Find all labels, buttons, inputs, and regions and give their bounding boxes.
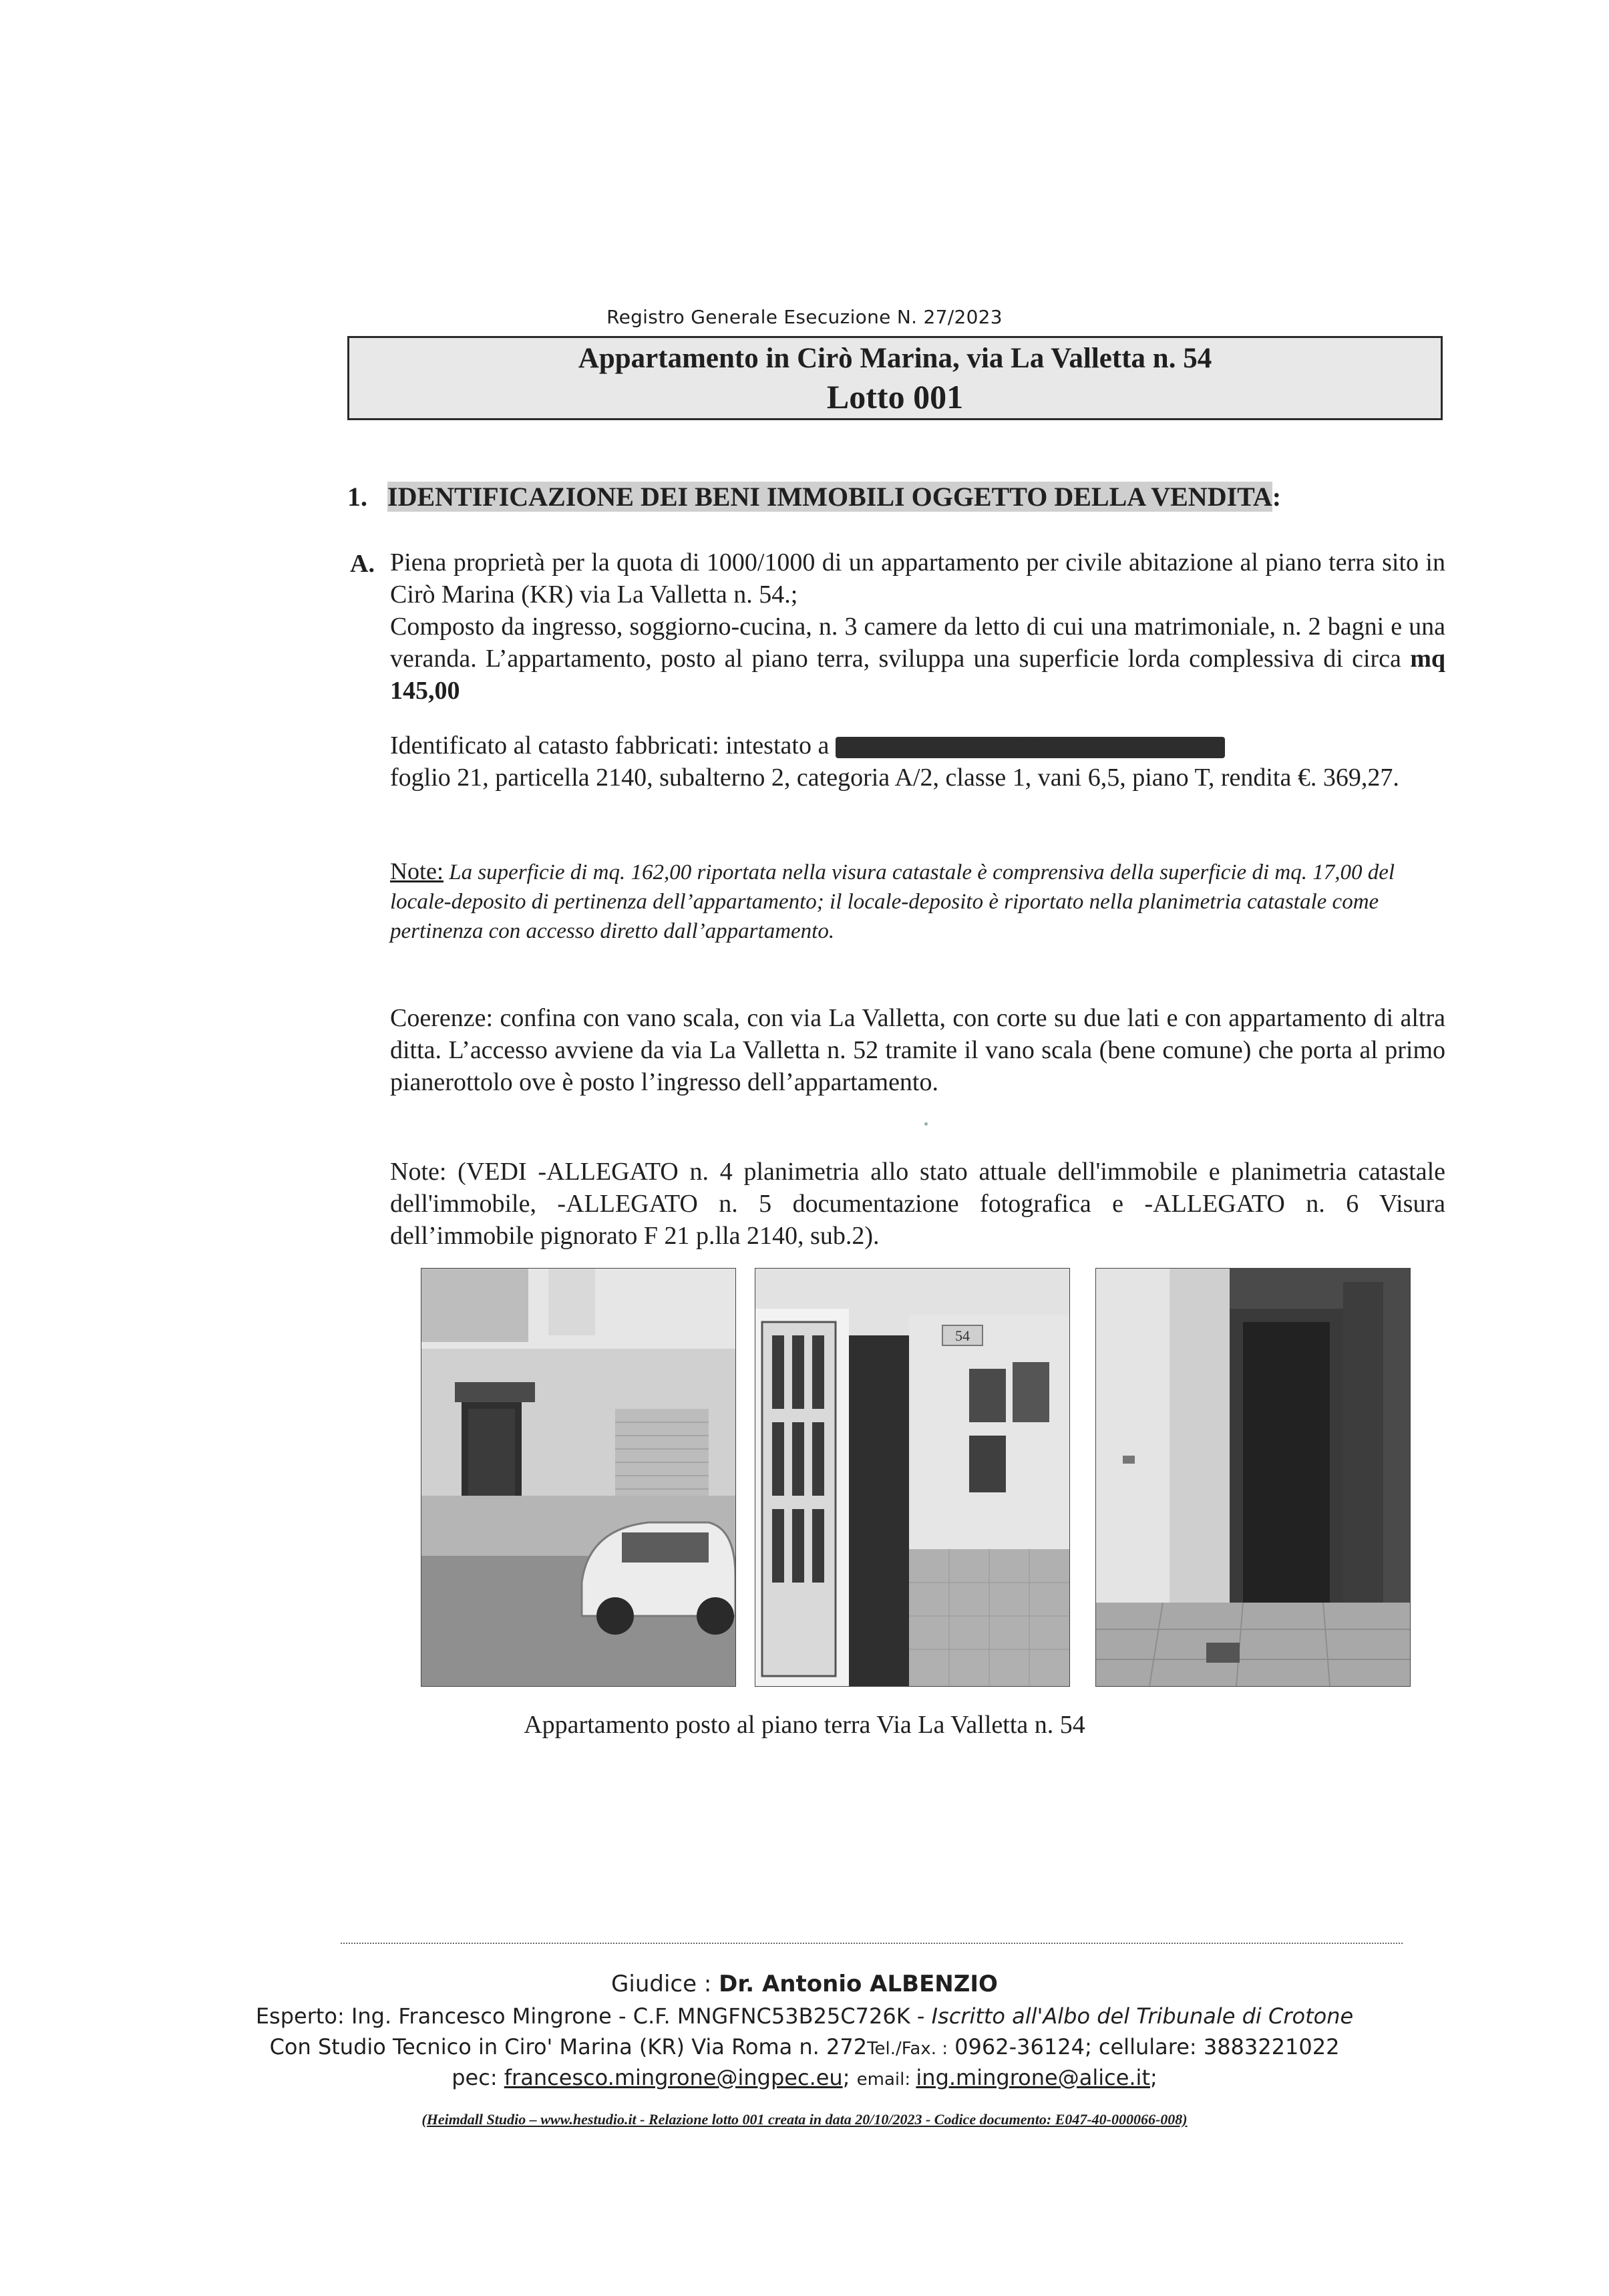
item-a-text2 (390, 611, 1445, 707)
footer-contacts (0, 2065, 1609, 2090)
esperto-info: Esperto: Ing. Francesco Mingrone - C.F. MNGFNC53B25C726K - (255, 2003, 932, 2029)
giudice-label: Giudice : (611, 1971, 719, 1997)
footer-divider (341, 1943, 1403, 1944)
note-label: Note: (390, 858, 443, 884)
contact-separator: ; (842, 2065, 857, 2090)
identificato-paragraph (390, 729, 1445, 794)
photo-apartment-door-image (1096, 1269, 1410, 1686)
identificato-suffix: foglio 21, particella 2140, subalterno 2, categoria A/2, classe 1, vani 6,5, piano T, rendita €. 369,27. (390, 764, 1399, 792)
pec-label: pec: (452, 2065, 504, 2090)
contact-end: ; (1149, 2065, 1157, 2090)
note-allegati: Note: (VEDI -ALLEGATO n. 4 planimetria allo stato attuale dell'immobile e planimetria catastale dell'immobile, -ALLEGATO n. 5 documentazione fotografica e -ALLEGATO n. 6 Visura dell’immobile pignorato F 21 p.lla 2140, sub.2). (390, 1158, 1445, 1250)
item-a-surface: mq 145,00 (390, 645, 1445, 705)
studio-phones: 0962-36124; cellulare: 3883221022 (947, 2034, 1340, 2060)
scan-speck (924, 1122, 928, 1126)
title-lotto: Lotto 001 (826, 378, 964, 416)
section-title (387, 481, 1281, 512)
photo-caption: Appartamento posto al piano terra Via La Valletta n. 54 (524, 1711, 1085, 1739)
photo-facade (421, 1268, 736, 1687)
photo-entrance-image (755, 1269, 1069, 1686)
title-box (347, 336, 1443, 420)
section-number: 1. (347, 482, 367, 512)
studio-address: Con Studio Tecnico in Ciro' Marina (KR) Via Roma n. 272 (269, 2034, 868, 2060)
footer-studio (0, 2034, 1609, 2060)
coerenze-paragraph: Coerenze: confina con vano scala, con via La Valletta, con corte su due lati e con appartamento di altra ditta. L’accesso avviene da via La Valletta n. 52 tramite il vano scala (bene comune) che porta al primo pianerottolo ove è posto l’ingresso dell’appartamento. (390, 1004, 1445, 1096)
section-title-text: IDENTIFICAZIONE DEI BENI IMMOBILI OGGETTO DELLA VENDITA (387, 482, 1272, 512)
photo-apartment-door (1095, 1268, 1411, 1687)
email-label: email: (856, 2070, 916, 2090)
studio-tel-label: Tel./Fax. : (867, 2039, 948, 2059)
item-a-description: Composto da ingresso, soggiorno-cucina, n. 3 camere da letto di cui una matrimoniale, n. 2 bagni e una veranda. L’appartamento, posto al piano terra, sviluppa una superficie lorda complessiva di circa (390, 613, 1445, 673)
footer-esperto (0, 2003, 1609, 2029)
note-superficie (390, 856, 1445, 946)
footer-giudice (0, 1971, 1609, 1997)
item-a-letter: A. (350, 550, 375, 578)
item-a-paragraph (390, 546, 1445, 707)
footer-heimdall: (Heimdall Studio – www.hestudio.it - Relazione lotto 001 creata in data 20/10/2023 - Codice documento: E047-40-000066-008) (421, 2111, 1188, 2128)
giudice-name: Dr. Antonio ALBENZIO (719, 1971, 998, 1997)
title-address: Appartamento in Cirò Marina, via La Valletta n. 54 (578, 343, 1212, 374)
section-title-suffix: : (1272, 482, 1282, 512)
esperto-albo: Iscritto all'Albo del Tribunale di Crotone (931, 2003, 1354, 2029)
redacted-owner: Martino Luca nato a Cirò Marina il 05/12/1977 (836, 737, 1225, 758)
email-link[interactable]: ing.mingrone@alice.it (916, 2065, 1150, 2090)
registro-header: Registro Generale Esecuzione N. 27/2023 (606, 306, 1003, 328)
item-a-text: Piena proprietà per la quota di 1000/1000 di un appartamento per civile abitazione al piano terra sito in Cirò Marina (KR) via La Valletta n. 54.; (390, 548, 1445, 609)
note-text: La superficie di mq. 162,00 riportata nella visura catastale è comprensiva della superficie di mq. 17,00 del locale-deposito di pertinenza dell’appartamento; il locale-deposito è riportato nella planimetria catastale come pertinenza con accesso diretto dall’appartamento. (390, 860, 1395, 943)
pec-link[interactable]: francesco.mingrone@ingpec.eu (504, 2065, 843, 2090)
identificato-prefix: Identificato al catasto fabbricati: intestato a (390, 731, 830, 760)
photo-entrance (755, 1268, 1070, 1687)
photo-facade-image (421, 1269, 735, 1686)
house-number-plate: 54 (955, 1327, 970, 1344)
